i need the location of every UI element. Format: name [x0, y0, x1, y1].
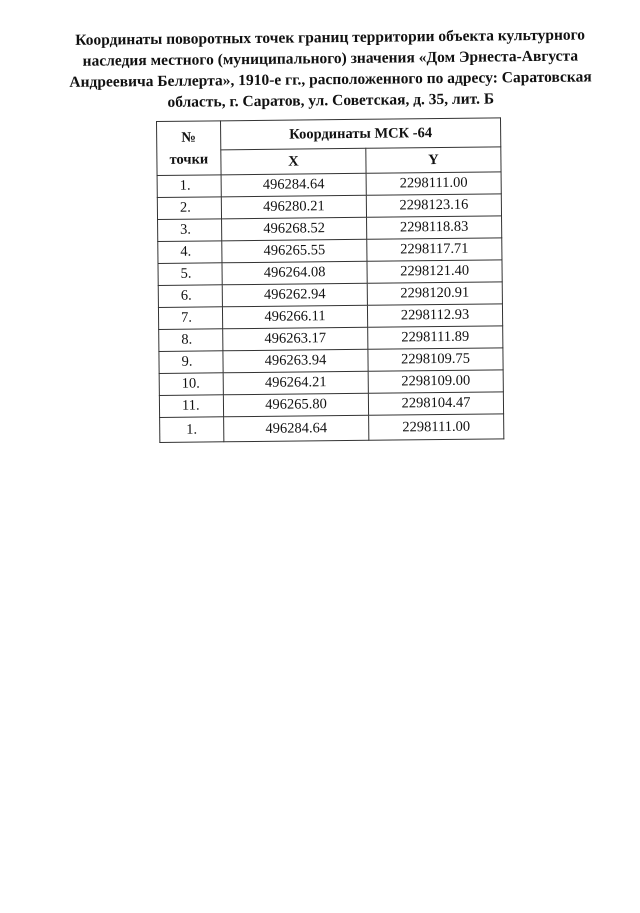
point-number-cell: 6.: [158, 285, 222, 308]
y-coordinate-cell: 2298111.00: [369, 414, 504, 440]
point-number-cell: 4.: [158, 241, 222, 264]
point-number-cell: 3.: [158, 219, 222, 242]
x-coordinate-cell: 496264.21: [223, 371, 368, 395]
y-coordinate-cell: 2298111.89: [368, 326, 503, 349]
coordinates-table-wrapper: [156, 117, 504, 443]
title-line: Координаты поворотных точек границ территории объекта культурного: [75, 26, 586, 49]
y-coordinate-cell: 2298117.71: [367, 238, 502, 261]
point-number-cell: 9.: [159, 351, 223, 374]
x-coordinate-cell: 496280.21: [221, 195, 366, 219]
point-number-cell: 8.: [159, 329, 223, 352]
x-coordinate-cell: 496284.64: [224, 415, 369, 442]
table-header-row: [157, 118, 501, 151]
point-number-header-label: точки: [169, 150, 209, 168]
y-coordinate-cell: 2298111.00: [366, 172, 501, 195]
x-coordinate-cell: 496265.80: [223, 393, 368, 417]
point-number-header-symbol: №: [181, 129, 197, 146]
point-number-cell: 1.: [157, 175, 221, 198]
point-number-header: [157, 121, 222, 176]
point-number-cell: 5.: [158, 263, 222, 286]
point-number-cell: 1.: [160, 417, 224, 443]
point-number-cell: 11.: [159, 395, 223, 418]
point-number-cell: 7.: [158, 307, 222, 330]
y-coordinate-cell: 2298120.91: [367, 282, 502, 305]
x-coordinate-cell: 496262.94: [222, 283, 367, 307]
x-coordinate-cell: 496265.55: [222, 239, 367, 263]
x-coordinate-cell: 496263.94: [223, 349, 368, 373]
y-column-header: Y: [366, 147, 501, 173]
table-row: [160, 414, 504, 443]
title-line: наследия местного (муниципального) значения «Дом Эрнеста-Августа: [82, 47, 579, 70]
y-coordinate-cell: 2298109.75: [368, 348, 503, 371]
coordinates-table: [156, 117, 504, 443]
x-column-header: X: [221, 148, 366, 175]
x-coordinate-cell: 496266.11: [222, 305, 367, 329]
y-coordinate-cell: 2298104.47: [368, 392, 503, 415]
y-coordinate-cell: 2298118.83: [367, 216, 502, 239]
x-coordinate-cell: 496263.17: [223, 327, 368, 351]
coordinates-system-header: Координаты МСК -64: [221, 118, 501, 150]
point-number-cell: 2.: [157, 197, 221, 220]
title-line: Андреевича Беллерта», 1910-е гг., расположенного по адресу: Саратовская: [69, 68, 592, 91]
y-coordinate-cell: 2298123.16: [366, 194, 501, 217]
y-coordinate-cell: 2298109.00: [368, 370, 503, 393]
document-title: [60, 24, 601, 114]
x-coordinate-cell: 496284.64: [221, 173, 366, 197]
y-coordinate-cell: 2298112.93: [367, 304, 502, 327]
y-coordinate-cell: 2298121.40: [367, 260, 502, 283]
title-line: область, г. Саратов, ул. Советская, д. 35, лит. Б: [167, 90, 495, 111]
x-coordinate-cell: 496268.52: [222, 217, 367, 241]
x-coordinate-cell: 496264.08: [222, 261, 367, 285]
point-number-cell: 10.: [159, 373, 223, 396]
